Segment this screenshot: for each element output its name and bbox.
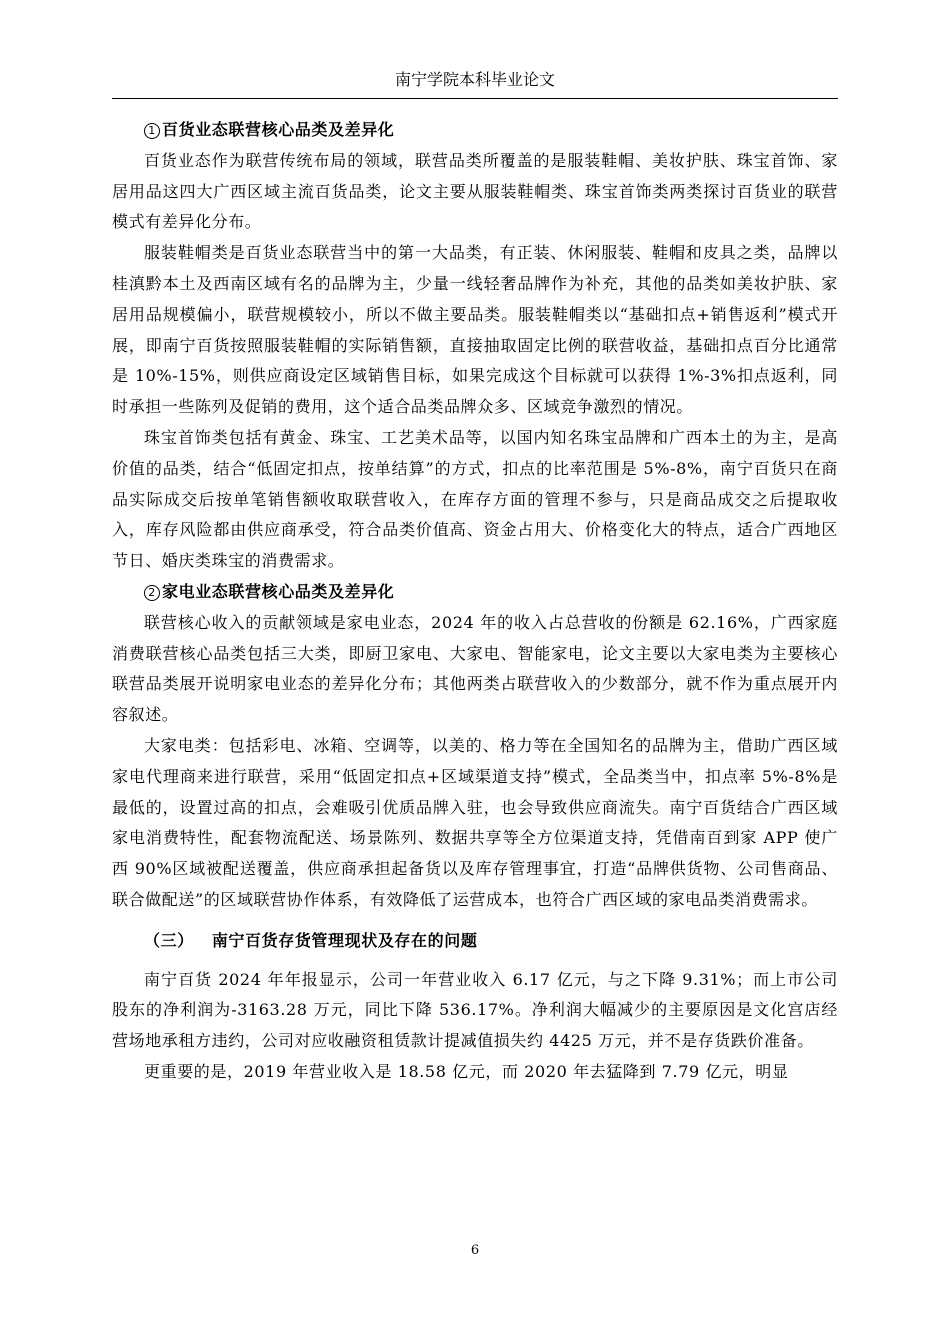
- paragraph-5: 大家电类：包括彩电、冰箱、空调等，以美的、格力等在全国知名的品牌为主，借助广西区域家电代理商来进行联营，采用“低固定扣点+区域渠道支持”模式，全品类当中，扣点率 5%-8%是最低的，设置过高的扣点，会难吸引优质品牌入驻，也会导致供应商流失。南宁百货结合广西区域家电消费特性，配套物流配送、场景陈列、数据共享等全方位渠道支持，凭借南百到家 APP 使广西 90%区域被配送覆盖，供应商承担起备货以及库存管理事宜，打造“品牌供货物、公司售商品、联合做配送”的区域联营协作体系，有效降低了运营成本，也符合广西区域的家电品类消费需求。: [112, 735, 838, 909]
- circled-number-1: 1: [144, 123, 160, 139]
- paragraph-1: 百货业态作为联营传统布局的领域，联营品类所覆盖的是服装鞋帽、美妆护肤、珠宝首饰、家居用品这四大广西区域主流百货品类，论文主要从服装鞋帽类、珠宝首饰类两类探讨百货业的联营模式有差异化分布。: [112, 150, 838, 232]
- paragraph-7: 更重要的是，2019 年营业收入是 18.58 亿元，而 2020 年去猛降到 7.79 亿元，明显: [144, 1061, 789, 1081]
- section-heading-3: [112, 926, 838, 957]
- page-body: [112, 115, 838, 1088]
- header-rule: [112, 98, 838, 99]
- section-heading-3-text: 南宁百货存货管理现状及存在的问题: [211, 930, 478, 950]
- circled-number-2: 2: [144, 585, 160, 601]
- section-heading-2: [112, 577, 838, 608]
- paragraph-2: 服装鞋帽类是百货业态联营当中的第一大品类，有正装、休闲服装、鞋帽和皮具之类，品牌以桂滇黔本土及西南区域有名的品牌为主，少量一线轻奢品牌作为补充，其他的品类如美妆护肤、家居用品规模偏小，联营规模较小，所以不做主要品类。服装鞋帽类以“基础扣点+销售返利”模式开展，即南宁百货按照服装鞋帽的实际销售额，直接抽取固定比例的联营收益，基础扣点百分比通常是 10%-15%，则供应商设定区域销售目标，如果完成这个目标就可以获得 1%-3%扣点返利，同时承担一些陈列及促销的费用，这个适合品类品牌众多、区域竞争激烈的情况。: [112, 243, 838, 417]
- paragraph-3: 珠宝首饰类包括有黄金、珠宝、工艺美术品等，以国内知名珠宝品牌和广西本土的为主，是高价值的品类，结合“低固定扣点，按单结算”的方式，扣点的比率范围是 5%-8%，南宁百货只在商品实际成交后按单笔销售额收取联营收入，在库存方面的管理不参与，只是商品成交之后提取收入，库存风险都由供应商承受，符合品类价值高、资金占用大、价格变化大的特点，适合广西地区节日、婚庆类珠宝的消费需求。: [112, 427, 838, 571]
- page-number: 6: [470, 1243, 480, 1258]
- paragraph-6: 南宁百货 2024 年年报显示，公司一年营业收入 6.17 亿元，与之下降 9.31%；而上市公司股东的净利润为-3163.28 万元，同比下降 536.17%。净利润大幅减少的主要原因是文化宫店经营场地承租方违约，公司对应收融资租赁款计提减值损失约 4425 万元，并不是存货跌价准备。: [112, 969, 838, 1051]
- section-heading-1-text: 百货业态联营核心品类及差异化: [162, 120, 395, 139]
- section-heading-3-prefix: （三）: [144, 930, 194, 950]
- section-heading-1: [112, 115, 838, 146]
- page-header-title: 南宁学院本科毕业论文: [394, 70, 555, 89]
- section-heading-2-text: 家电业态联营核心品类及差异化: [162, 581, 395, 601]
- paragraph-4: 联营核心收入的贡献领域是家电业态，2024 年的收入占总营收的份额是 62.16%，广西家庭消费联营核心品类包括三大类，即厨卫家电、大家电、智能家电，论文主要以大家电类为主要核心联营品类展开说明家电业态的差异化分布；其他两类占联营收入的少数部分，就不作为重点展开内容叙述。: [112, 612, 838, 725]
